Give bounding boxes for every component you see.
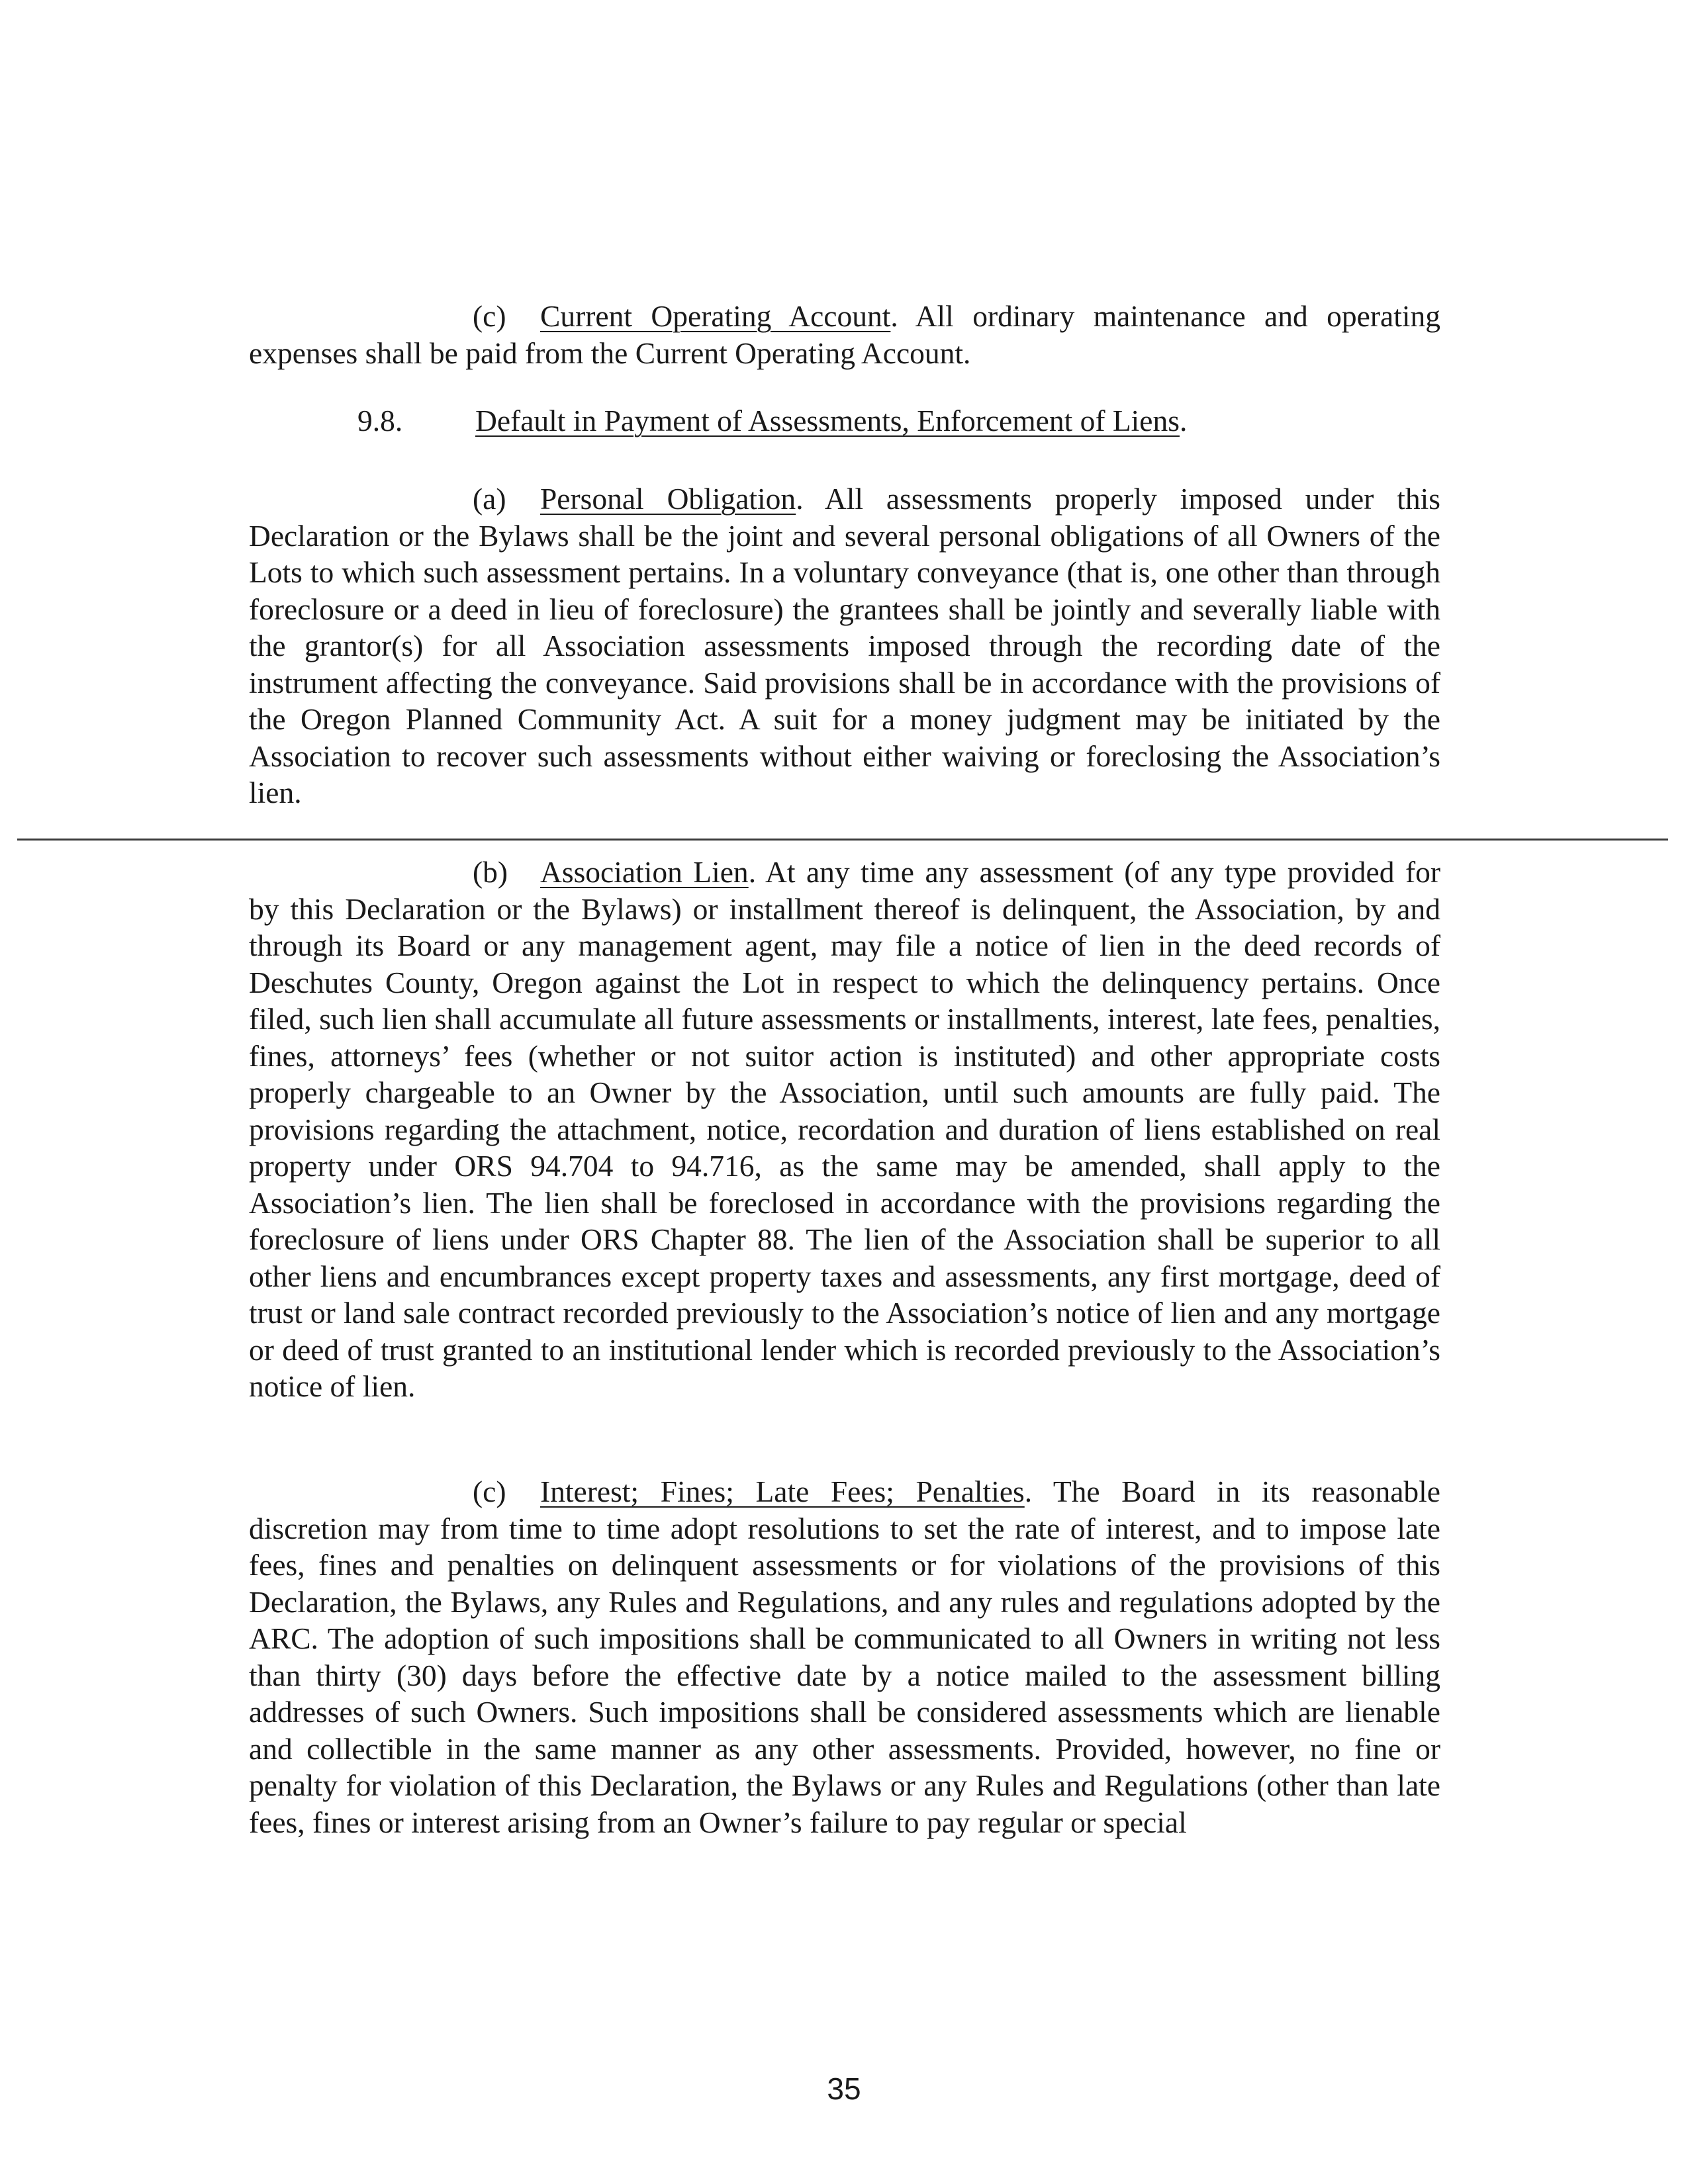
section-b-heading: Association Lien — [540, 855, 749, 889]
section-c-interest-fines — [249, 1473, 1440, 1841]
section-c-interest-label: (c) — [473, 1475, 506, 1508]
section-9-8-number: 9.8. — [357, 404, 403, 437]
section-c-body: . All ordinary maintenance and operating expenses shall be paid from the Current Operating Account. — [249, 299, 1440, 370]
section-b-association-lien — [249, 854, 1440, 1405]
page-number: 35 — [827, 2071, 861, 2106]
section-c-heading: Current Operating Account — [540, 299, 891, 333]
section-9-8-end: . — [1179, 404, 1188, 437]
section-c-label: (c) — [473, 299, 506, 333]
horizontal-divider — [17, 839, 1668, 841]
section-9-8-heading: Default in Payment of Assessments, Enforcement of Liens — [475, 404, 1180, 437]
section-9-8-heading-line — [357, 402, 1187, 439]
section-a-label: (a) — [473, 482, 506, 516]
section-b-label: (b) — [473, 855, 508, 889]
section-a-body: . All assessments properly imposed under this Declaration or the Bylaws shall be the joint and several personal obligations of all Owners of the Lots to which such assessment pertains. In a voluntary conveyance (that is, one other than through foreclosure or a deed in lieu of foreclosure) the grantees shall be jointly and severally liable with the grantor(s) for all Association assessments imposed through the recording date of the instrument affecting the conveyance. Said provisions shall be in accordance with the provisions of the Oregon Planned Community Act. A suit for a money judgment may be initiated by the Association to recover such assessments without either waiving or foreclosing the Association’s lien. — [249, 482, 1440, 809]
section-c-current-operating-account — [249, 298, 1440, 371]
section-b-body: . At any time any assessment (of any type provided for by this Declaration or the Bylaws) or installment thereof is delinquent, the Association, by and through its Board or any management agent, may file a notice of lien in the deed records of Deschutes County, Oregon against the Lot in respect to which the delinquency pertains. Once filed, such lien shall accumulate all future assessments or installments, interest, late fees, penalties, fines, attorneys’ fees (whether or not suitor action is instituted) and other appropriate costs properly chargeable to an Owner by the Association, until such amounts are fully paid. The provisions regarding the attachment, notice, recordation and duration of liens established on real property under ORS 94.704 to 94.716, as the same may be amended, shall apply to the Association’s lien. The lien shall be foreclosed in accordance with the provisions regarding the foreclosure of liens under ORS Chapter 88. The lien of the Association shall be superior to all other liens and encumbrances except property taxes and assessments, any first mortgage, deed of trust or land sale contract recorded previously to the Association’s notice of lien and any mortgage or deed of trust granted to an institutional lender which is recorded previously to the Association’s notice of lien. — [249, 855, 1440, 1403]
section-c-interest-body: . The Board in its reasonable discretion may from time to time adopt resolutions to set the rate of interest, and to impose late fees, fines and penalties on delinquent assessments or for violations of the provisions of this Declaration, the Bylaws, any Rules and Regulations, and any rules and regulations adopted by the ARC. The adoption of such impositions shall be communicated to all Owners in writing not less than thirty (30) days before the effective date by a notice mailed to the assessment billing addresses of such Owners. Such impositions shall be considered assessments which are lienable and collectible in the same manner as any other assessments. Provided, however, no fine or penalty for violation of this Declaration, the Bylaws or any Rules and Regulations (other than late fees, fines or interest arising from an Owner’s failure to pay regular or special — [249, 1475, 1441, 1839]
section-a-heading: Personal Obligation — [540, 482, 796, 516]
section-c-interest-heading: Interest; Fines; Late Fees; Penalties — [540, 1475, 1025, 1508]
section-a-personal-obligation — [249, 480, 1440, 811]
